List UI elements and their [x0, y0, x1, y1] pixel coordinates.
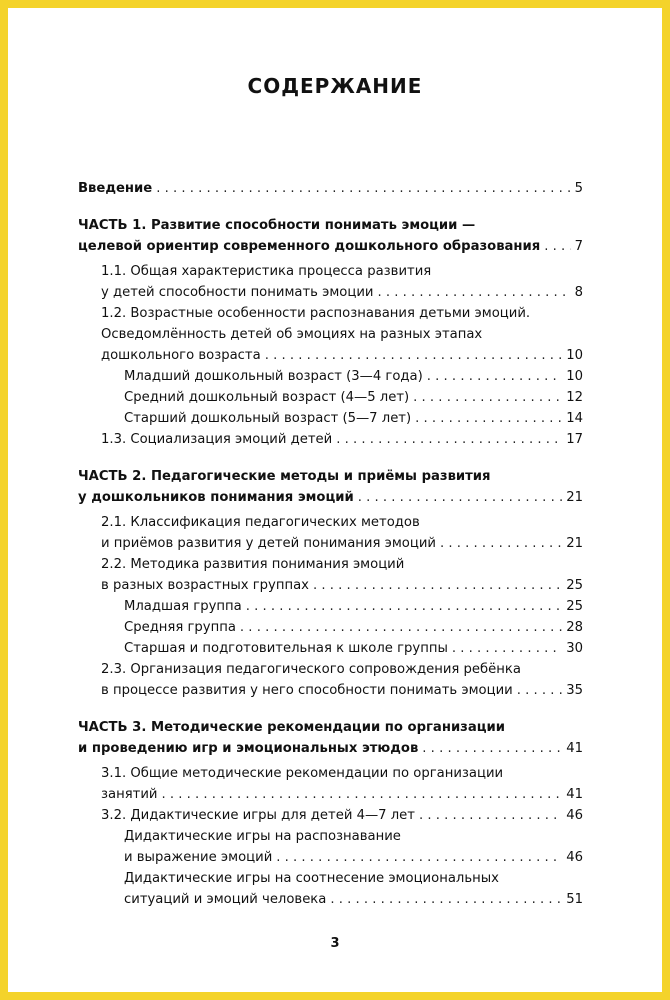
toc-page-number: 8: [574, 285, 583, 300]
toc-entry-row: [124, 366, 583, 387]
page-title: СОДЕРЖАНИЕ: [247, 74, 423, 98]
toc-entry-text: и выражение эмоций: [124, 850, 273, 865]
toc-entry: [78, 717, 583, 759]
toc-entry-row: [101, 784, 583, 805]
toc-entry: [78, 303, 583, 366]
toc-entry-row: [124, 638, 583, 659]
toc-page-number: 21: [566, 536, 583, 551]
toc-entry-text: Старший дошкольный возраст (5—7 лет): [124, 411, 412, 426]
toc-entry: [78, 554, 583, 596]
toc-entry-row: [124, 596, 583, 617]
toc-page-number: 7: [574, 239, 583, 254]
toc-entry-row: [124, 889, 583, 910]
toc-page-number: 51: [566, 892, 583, 907]
dot-leader: [336, 429, 562, 450]
toc-entry-row: [101, 533, 583, 554]
toc-entry-text: 1.3. Социализация эмоций детей: [101, 432, 333, 447]
toc-page-number: 41: [566, 741, 583, 756]
toc-page-number: 10: [566, 369, 583, 384]
dot-leader: [156, 178, 570, 199]
toc-entry-text: Дидактические игры на соотнесение эмоциональных: [124, 871, 499, 886]
table-of-contents: [78, 178, 583, 910]
toc-entry-row: [124, 408, 583, 429]
toc-page-number: 25: [566, 578, 583, 593]
toc-entry: [78, 805, 583, 826]
toc-entry: [78, 763, 583, 805]
toc-page-number: 21: [566, 490, 583, 505]
toc-entry: [78, 366, 583, 387]
toc-entry-row: [101, 429, 583, 450]
dot-leader: [265, 345, 563, 366]
toc-entry-text: в разных возрастных группах: [101, 578, 309, 593]
dot-leader: [240, 617, 562, 638]
toc-page-number: 17: [566, 432, 583, 447]
dot-leader: [517, 680, 562, 701]
dot-leader: [419, 805, 562, 826]
toc-entry-text: ситуаций и эмоций человека: [124, 892, 327, 907]
toc-entry-text: Младший дошкольный возраст (3—4 года): [124, 369, 423, 384]
dot-leader: [427, 366, 562, 387]
toc-entry: [78, 387, 583, 408]
dot-leader: [440, 533, 562, 554]
toc-entry-text: 2.3. Организация педагогического сопровождения ребёнка: [101, 662, 521, 677]
toc-entry-text: целевой ориентир современного дошкольного образования: [78, 239, 541, 254]
dot-leader: [330, 889, 562, 910]
toc-entry-text: у дошкольников понимания эмоций: [78, 490, 354, 505]
toc-entry-text: 2.1. Классификация педагогических методов: [101, 515, 420, 530]
toc-entry-text: Дидактические игры на распознавание: [124, 829, 401, 844]
toc-page-number: 46: [566, 808, 583, 823]
toc-entry-row: [78, 178, 583, 199]
toc-entry: [78, 659, 583, 701]
toc-entry-text: Старшая и подготовительная к школе группы: [124, 641, 448, 656]
dot-leader: [358, 487, 562, 508]
toc-page-number: 46: [566, 850, 583, 865]
page-number: 3: [330, 936, 340, 951]
toc-entry-text: и проведению игр и эмоциональных этюдов: [78, 741, 419, 756]
toc-entry: [78, 596, 583, 617]
toc-page-number: 35: [566, 683, 583, 698]
toc-entry-text: ЧАСТЬ 2. Педагогические методы и приёмы развития: [78, 469, 491, 484]
dot-leader: [161, 784, 562, 805]
toc-entry: [78, 868, 583, 910]
toc-entry-row: [124, 387, 583, 408]
dot-leader: [378, 282, 571, 303]
toc-entry: [78, 826, 583, 868]
toc-entry-text: Осведомлённость детей об эмоциях на разных этапах: [101, 327, 483, 342]
toc-entry-text: 2.2. Методика развития понимания эмоций: [101, 557, 405, 572]
dot-leader: [544, 236, 570, 257]
toc-entry: [78, 638, 583, 659]
toc-page-number: 12: [566, 390, 583, 405]
toc-page-number: 5: [574, 181, 583, 196]
toc-entry-text: Средняя группа: [124, 620, 236, 635]
toc-entry-text: ЧАСТЬ 3. Методические рекомендации по организации: [78, 720, 506, 735]
toc-entry-text: в процессе развития у него способности понимать эмоции: [101, 683, 513, 698]
toc-entry-text: 3.2. Дидактические игры для детей 4—7 лет: [101, 808, 415, 823]
toc-entry: [78, 617, 583, 638]
toc-entry-row: [101, 345, 583, 366]
toc-entry-row: [124, 617, 583, 638]
toc-entry-text: ЧАСТЬ 1. Развитие способности понимать эмоции —: [78, 218, 476, 233]
toc-page-number: 10: [566, 348, 583, 363]
toc-entry-text: Введение: [78, 181, 153, 196]
dot-leader: [413, 387, 562, 408]
toc-entry-row: [101, 575, 583, 596]
toc-entry: [78, 408, 583, 429]
toc-entry-row: [101, 680, 583, 701]
toc-page-number: 30: [566, 641, 583, 656]
toc-entry-text: дошкольного возраста: [101, 348, 261, 363]
dot-leader: [246, 596, 563, 617]
toc-entry: [78, 215, 583, 257]
dot-leader: [415, 408, 562, 429]
toc-entry-text: Младшая группа: [124, 599, 242, 614]
book-page: [8, 8, 662, 992]
toc-page-number: 14: [566, 411, 583, 426]
toc-entry-row: [101, 805, 583, 826]
toc-entry-text: 1.2. Возрастные особенности распознавания детьми эмоций.: [101, 306, 531, 321]
toc-entry: [78, 261, 583, 303]
toc-entry: [78, 429, 583, 450]
toc-entry-row: [78, 487, 583, 508]
toc-page-number: 41: [566, 787, 583, 802]
toc-entry-row: [78, 236, 583, 257]
toc-entry-row: [124, 847, 583, 868]
toc-entry-text: Средний дошкольный возраст (4—5 лет): [124, 390, 410, 405]
dot-leader: [313, 575, 562, 596]
toc-entry-text: 1.1. Общая характеристика процесса развития: [101, 264, 432, 279]
toc-entry: [78, 178, 583, 199]
toc-entry-row: [78, 738, 583, 759]
toc-entry-text: и приёмов развития у детей понимания эмоций: [101, 536, 436, 551]
toc-entry: [78, 466, 583, 508]
dot-leader: [422, 738, 562, 759]
toc-page-number: 25: [566, 599, 583, 614]
toc-page-number: 28: [566, 620, 583, 635]
toc-entry-text: занятий: [101, 787, 158, 802]
dot-leader: [452, 638, 562, 659]
dot-leader: [276, 847, 562, 868]
toc-entry-row: [101, 282, 583, 303]
toc-entry-text: 3.1. Общие методические рекомендации по организации: [101, 766, 504, 781]
toc-entry: [78, 512, 583, 554]
toc-entry-text: у детей способности понимать эмоции: [101, 285, 374, 300]
